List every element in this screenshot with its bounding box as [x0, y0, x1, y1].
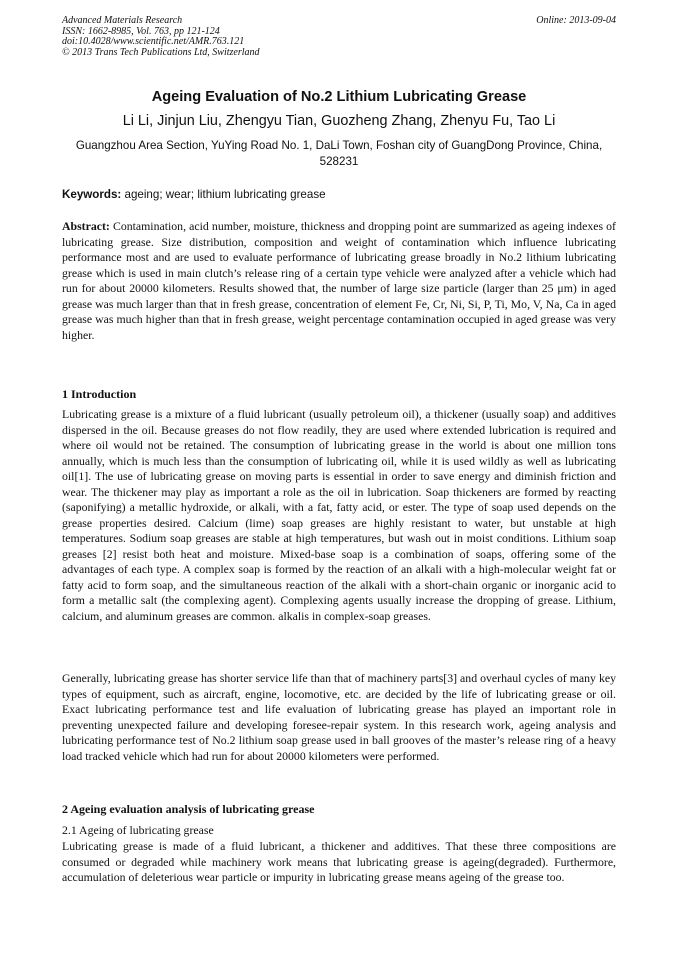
journal-name: Advanced Materials Research — [62, 15, 183, 26]
abstract — [62, 219, 616, 343]
keywords — [62, 188, 616, 201]
introduction-paragraph-2: Generally, lubricating grease has shorter service life than that of machinery parts[3] and overhaul cycles of many key types of equipment, such as aircraft, engine, locomotive, etc. are decided by the life of lubricating grease or oil. Exact lubricating performance test and life evaluation of lubricating grease has played an important role in preventing unexpected failure and developing foresee-repair system. In this research work, ageing analysis and lubricating performance test of No.2 lithium soap grease used in ball grooves of the master’s release ring of a heavy load tracked vehicle which had run for about 20000 kilometers were performed. — [62, 671, 616, 763]
online-date: Online: 2013-09-04 — [536, 15, 616, 26]
ageing-paragraph-1: Lubricating grease is made of a fluid lubricant, a thickener and additives. That these three compositions are consumed or degraded while machinery work means that lubricating grease is ageing(degraded). Furthermore, accumulation of deleterious wear particle or impurity in lubricating grease means ageing of the grease too. — [62, 839, 616, 884]
doi-line: doi:10.4028/www.scientific.net/AMR.763.121 — [62, 36, 245, 48]
abstract-label: Abstract: — [62, 219, 110, 233]
copyright-line: © 2013 Trans Tech Publications Ltd, Switzerland — [62, 46, 260, 58]
journal-header — [62, 16, 616, 58]
keywords-label: Keywords: — [62, 188, 122, 201]
abstract-text: Contamination, acid number, moisture, thickness and dropping point are summarized as ageing indexes of lubricating grease. Size distribution, composition and weight of contamination which influence lubricating performance most and are used to evaluate performance of lubricating grease broadly in No.2 lithium lubricating grease which is used in main clutch’s release ring of a certain type vehicle were analyzed after a vehicle which had run for about 20000 kilometers. Results showed that, the number of large size particle (larger than 25 μm) in aged grease was much larger than that in fresh grease, concentration of element Fe, Cr, Ni, Si, P, Ti, Mo, V, Na, Ca in aged grease was much higher than that in fresh grease, weight percentage contamination occupied in aged grease was very higher. — [62, 219, 616, 342]
paper-title: Ageing Evaluation of No.2 Lithium Lubricating Grease — [151, 89, 527, 105]
keywords-text: ageing; wear; lithium lubricating grease — [121, 188, 326, 201]
affiliation: Guangzhou Area Section, YuYing Road No. 1, DaLi Town, Foshan city of GuangDong Province, China, 528231 — [75, 139, 603, 168]
section-heading-ageing-evaluation: 2 Ageing evaluation analysis of lubricating grease — [62, 802, 315, 816]
subsection-heading-ageing: 2.1 Ageing of lubricating grease — [62, 823, 214, 837]
introduction-paragraph-1: Lubricating grease is a mixture of a fluid lubricant (usually petroleum oil), a thickener (usually soap) and additives dispersed in the oil. Because greases do not flow readily, they are used where extended lubrication is required and where oil would not be retained. The consumption of lubricating grease in the world is about one million tons annually, which is much less than the consumption of lubricating oil, while it is used wildly as well as lubricating oil[1]. The use of lubricating grease on moving parts is essential in order to save energy and diminish friction and wear. The thickener may play as important a role as the oil in lubrication. Soap thickeners are formed by reacting (saponifying) a metallic hydroxide, or alkali, with a fat, fatty acid, or ester. The type of soap used depends on the grease properties desired. Calcium (lime) soap greases are highly resistant to water, but unstable at high temperatures. Sodium soap greases are stable at high temperatures, but wash out in moist conditions. Lithium soap greases [2] resist both heat and moisture. Mixed-base soap is a combination of soaps, offering some of the advantages of each type. A complex soap is formed by the reaction of an alkali with a high-molecular weight fat or fatty acid to form soap, and the simultaneous reaction of the alkali with a short-chain organic or inorganic acid to form a metallic salt (the complexing agent). Complexing agents usually increase the dropping of grease. Lithium, calcium, and aluminum greases are common. alkalis in complex-soap greases. — [62, 407, 616, 623]
section-heading-introduction: 1 Introduction — [62, 387, 137, 401]
issn-line: ISSN: 1662-8985, Vol. 763, pp 121-124 — [62, 25, 220, 37]
author-list: Li Li, Jinjun Liu, Zhengyu Tian, Guozheng Zhang, Zhenyu Fu, Tao Li — [122, 113, 556, 129]
